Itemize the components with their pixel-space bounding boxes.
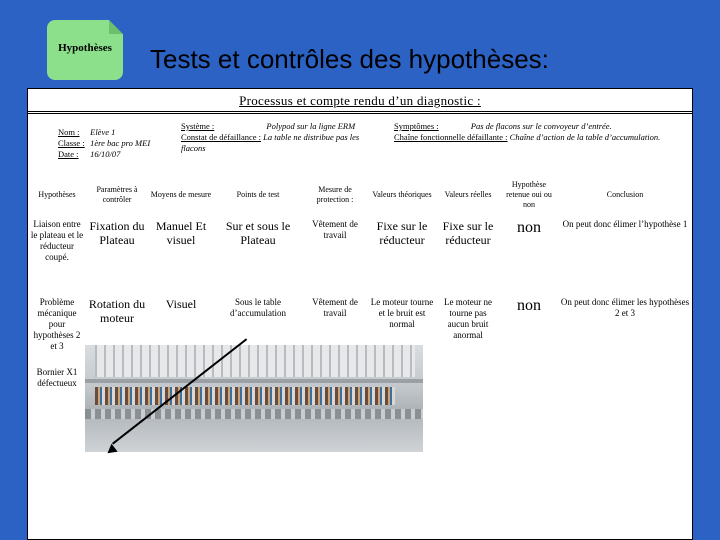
header-points: Points de test — [236, 190, 280, 199]
row2-points: Sous le table d’accumulation — [230, 297, 286, 318]
row2-theorique: Le moteur tourne et le bruit est normal — [370, 297, 434, 329]
row2-moyen: Visuel — [165, 297, 197, 311]
row1-theorique: Fixe sur le réducteur — [376, 219, 428, 247]
row1-conclusion: On peut donc élimer l’hypothèse 1 — [562, 219, 688, 229]
row2-protection: Vêtement de travail — [312, 297, 358, 318]
header-rule — [28, 111, 692, 112]
header-moyens: Moyens de mesure — [150, 190, 212, 199]
classe-value: 1ère bac pro MEI — [90, 138, 151, 148]
row2-conclusion: On peut donc élimer les hypothèses 2 et 3 — [560, 297, 690, 318]
row1-points: Sur et sous le Plateau — [225, 219, 291, 247]
defaillance-value-2: flacons — [181, 143, 206, 153]
photo-rail — [85, 379, 423, 383]
system-block — [181, 121, 391, 154]
systeme-label: Système : — [181, 121, 215, 131]
defaillance-label: Constat de défaillance : — [181, 132, 262, 142]
systeme-value: Polypod sur la ligne ERM — [266, 121, 356, 131]
row2-retenue: non — [517, 297, 541, 314]
photo-terminal-strip-2 — [85, 409, 423, 419]
row1-moyen: Manuel Et visuel — [155, 219, 207, 247]
header-conclusion: Conclusion — [606, 190, 644, 199]
symptomes-label: Symptômes : — [394, 121, 439, 131]
table-row — [28, 219, 692, 297]
header-hypotheses: Hypothèses — [38, 190, 76, 199]
date-label: Date : — [58, 149, 79, 159]
terminal-block-photo — [85, 345, 423, 452]
row3-conclusion — [558, 367, 692, 437]
row3-hypothese: Bornier X1 défectueux — [36, 367, 78, 388]
row1-retenue: non — [517, 219, 541, 236]
row1-protection: Vêtement de travail — [312, 219, 358, 240]
header-retenue: Hypothèse retenue oui ou non — [506, 180, 552, 209]
diagnostic-sheet — [27, 88, 693, 540]
header-rule-2 — [28, 113, 692, 114]
nom-label: Nom : — [58, 127, 80, 137]
row2-parametre: Rotation du moteur — [88, 297, 146, 325]
photo-wires — [95, 345, 415, 377]
symptoms-block — [394, 121, 692, 143]
row1-parametre: Fixation du Plateau — [89, 219, 145, 247]
row1-hypothese: Liaison entre le plateau et le réducteur coupé. — [30, 219, 84, 262]
table-header-row — [28, 171, 692, 219]
identity-block — [58, 127, 150, 160]
slide-title: Tests et contrôles des hypothèses: — [150, 44, 549, 74]
chaine-value: Chaîne d’action de la table d’accumulation. — [509, 132, 661, 142]
row1-reelle: Fixe sur le réducteur — [442, 219, 494, 247]
chaine-label: Chaîne fonctionnelle défaillante : — [394, 132, 508, 142]
photo-terminal-strip — [95, 387, 395, 405]
defaillance-value: La table ne distribue pas les — [263, 132, 360, 142]
header-theoriques: Valeurs théoriques — [372, 190, 432, 199]
classe-label: Classe : — [58, 138, 85, 148]
row2-reelle: Le moteur ne tourne pas aucun bruit anormal — [444, 297, 492, 340]
row3-reelle — [436, 367, 500, 437]
hypotheses-tag-label: Hypothèses — [58, 42, 112, 54]
header-reelles: Valeurs réelles — [444, 190, 492, 199]
header-parametres: Paramètres à contrôler — [96, 185, 138, 204]
row2-hypothese: Problème mécanique pour hypothèses 2 et 3 — [33, 297, 81, 351]
symptomes-value: Pas de flacons sur le convoyeur d’entrée. — [470, 121, 612, 131]
sheet-title: Processus et compte rendu d’un diagnostic : — [239, 93, 481, 108]
hypotheses-tag — [47, 20, 123, 80]
header-protection: Mesure de protection : — [316, 185, 354, 204]
date-value: 16/10/07 — [90, 149, 121, 159]
nom-value: Elève 1 — [90, 127, 116, 137]
row3-retenue — [500, 367, 558, 437]
